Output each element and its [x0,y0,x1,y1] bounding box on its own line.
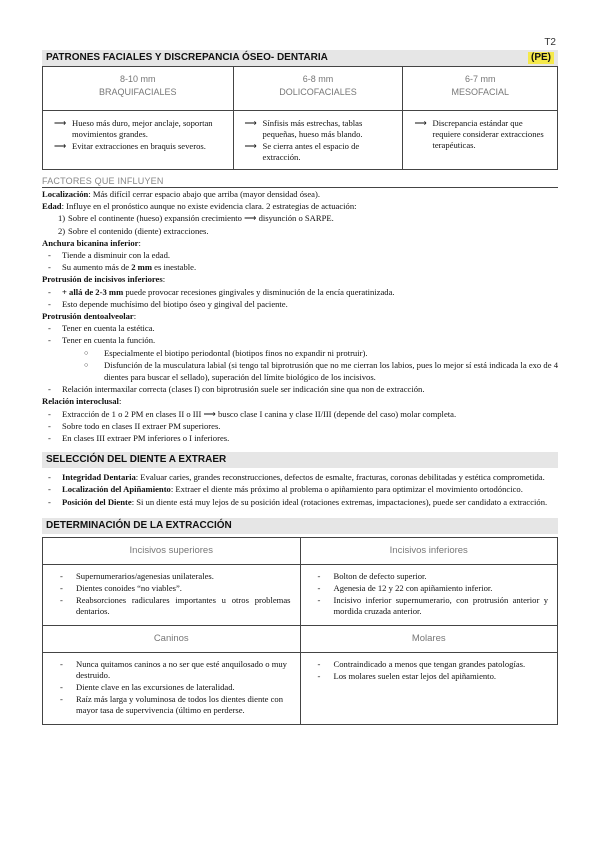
head-molares: Molares [300,625,558,652]
page [42,30,558,725]
list-item: - Posición del Diente: Si un diente está muy lejos de su posición ideal (rotaciones extremas, impactaciones), puede ser candidato a extracción. [48,496,548,507]
cell-molares [300,652,558,724]
seleccion-list [42,471,558,508]
cell-caninos [43,652,301,724]
list-item: - Tener en cuenta la función. [48,335,156,346]
col-body-dolico [233,111,403,170]
factor-protrusion-dentoalveolar: Protrusión dentoalveolar: [42,311,137,322]
list-item: - Incisivo inferior supernumerario, con protrusión anterior y mordida cruzada anterior. [317,594,548,616]
factors-heading: FACTORES QUE INFLUYEN [42,176,558,188]
section-seleccion [42,452,558,508]
list-item: - Integridad Dentaria: Evaluar caries, grandes reconstrucciones, defectos de esmalte, fracturas, coronas debilitadas y estética comprometida. [48,472,545,483]
list-item: - Dientes conoides “no viables”. [60,582,182,593]
arrow-icon: ⟶ [414,118,427,128]
list-item: 2) Sobre el contenido (diente) extracciones. [58,225,209,236]
factor-protrusion-incisivos: Protrusión de incisivos inferiores: [42,274,166,285]
list-item: - Su aumento más de 2 mm es inestable. [48,262,197,273]
arrow-icon: ⟶ [244,118,257,128]
section-header-determinacion: DETERMINACIÓN DE LA EXTRACCIÓN [42,518,558,534]
arrow-icon: ⟶ [54,118,67,128]
list-item: - Localización del Apiñamiento: Extraer el diente más próximo al problema o apiñamiento para optimizar el movimiento ortodóncico. [48,484,523,495]
section-header-seleccion: SELECCIÓN DEL DIENTE A EXTRAER [42,452,558,468]
factors-body [42,188,558,444]
list-item: - Tiende a disminuir con la edad. [48,250,171,261]
section-determinacion [42,518,558,725]
list-item: - Los molares suelen estar lejos del apiñamiento. [317,670,497,681]
col-head-dolico: 6-8 mm DOLICOFACIALES [233,67,403,111]
list-item: - Agenesia de 12 y 22 con apiñamiento inferior. [317,582,493,593]
list-item: - Extracción de 1 o 2 PM en clases II o III ⟶ busco clase I canina y clase II/III (depende del caso) molar completa. [48,408,457,419]
facial-patterns-table [42,66,558,170]
factor-edad: Edad: Influye en el pronóstico aunque no existe evidencia clara. 2 estrategias de actuación: [42,201,357,212]
list-item: - Raíz más larga y voluminosa de todos los dientes diente con mayor tasa de supervivencia (último en perderse. [60,693,284,715]
list-item: ⟶ Hueso más duro, mejor anclaje, soportan movimientos grandes. [54,118,213,139]
list-item: - En clases III extraer PM inferiores o I inferiores. [48,433,230,444]
list-item: 1) Sobre el continente (hueso) expansión crecimiento ⟶ disyunción o SARPE. [58,213,334,224]
page-tag: T2 [544,37,556,48]
section-tag: (PE) [528,52,554,64]
sub-list-item: ○ Especialmente el biotipo periodontal (biotipos finos no expandir ni protruir). [84,347,368,358]
list-item: ⟶ Discrepancia estándar que requiere considerar extracciones terapéuticas. [414,118,544,150]
factor-anchura: Anchura bicanina inferior: [42,237,141,248]
col-head-braqui: 8-10 mm BRAQUIFACIALES [43,67,234,111]
list-item: - Esto depende muchísimo del biotipo óseo y gingival del paciente. [48,298,288,309]
factor-localizacion: Localización: Más difícil cerrar espacio abajo que arriba (mayor densidad ósea). [42,189,321,199]
arrow-icon: ⟶ [54,141,67,151]
list-item: - Supernumerarios/agenesias unilaterales. [60,570,214,581]
section-header-patrones [42,50,558,66]
list-item: - Sobre todo en clases II extraer PM superiores. [48,420,221,431]
list-item: - Relación intermaxilar correcta (clases I) con biprotrusión suele ser indicación sine qua non de extracción. [48,384,425,395]
list-item: - Diente clave en las excursiones de lateralidad. [60,681,235,692]
col-head-meso: 6-7 mm MESOFACIAL [403,67,558,111]
list-item: ⟶ Se cierra antes el espacio de extracción. [244,141,360,162]
list-item: ⟶ Sínfisis más estrechas, tablas pequeñas, hueso más blando. [244,118,363,139]
head-incisivos-inferiores: Incisivos inferiores [300,537,558,564]
list-item: - + allá de 2-3 mm puede provocar recesiones gingivales y disminución de la encía queratinizada. [48,286,395,297]
list-item: ⟶ Evitar extracciones en braquis severos. [54,141,206,151]
list-item: - Nunca quitamos caninos a no ser que esté anquilosado o muy destruido. [60,658,287,680]
arrow-icon: ⟶ [244,141,257,151]
cell-incisivos-superiores [43,564,301,625]
head-caninos: Caninos [43,625,301,652]
list-item: - Tener en cuenta la estética. [48,323,155,334]
head-incisivos-superiores: Incisivos superiores [43,537,301,564]
cell-incisivos-inferiores [300,564,558,625]
list-item: - Contraindicado a menos que tengan grandes patologías. [317,658,526,669]
col-body-meso [403,111,558,170]
section-title: PATRONES FACIALES Y DISCREPANCIA ÓSEO- DENTARIA [46,52,328,63]
sub-list-item: ○ Disfunción de la musculatura labial (si tengo tal biprotrusión que no me cierran los labios, pues lo mejor sí está indicada la exo de 4 dientes para buscar el sellado), superación del límite biológico de los incisivos. [84,359,558,383]
col-body-braqui [43,111,234,170]
extraction-table [42,537,558,725]
list-item: - Bolton de defecto superior. [317,570,427,581]
list-item: - Reabsorciones radiculares importantes u otros problemas dentarios. [60,594,291,616]
factor-relacion: Relación interoclusal: [42,396,122,407]
